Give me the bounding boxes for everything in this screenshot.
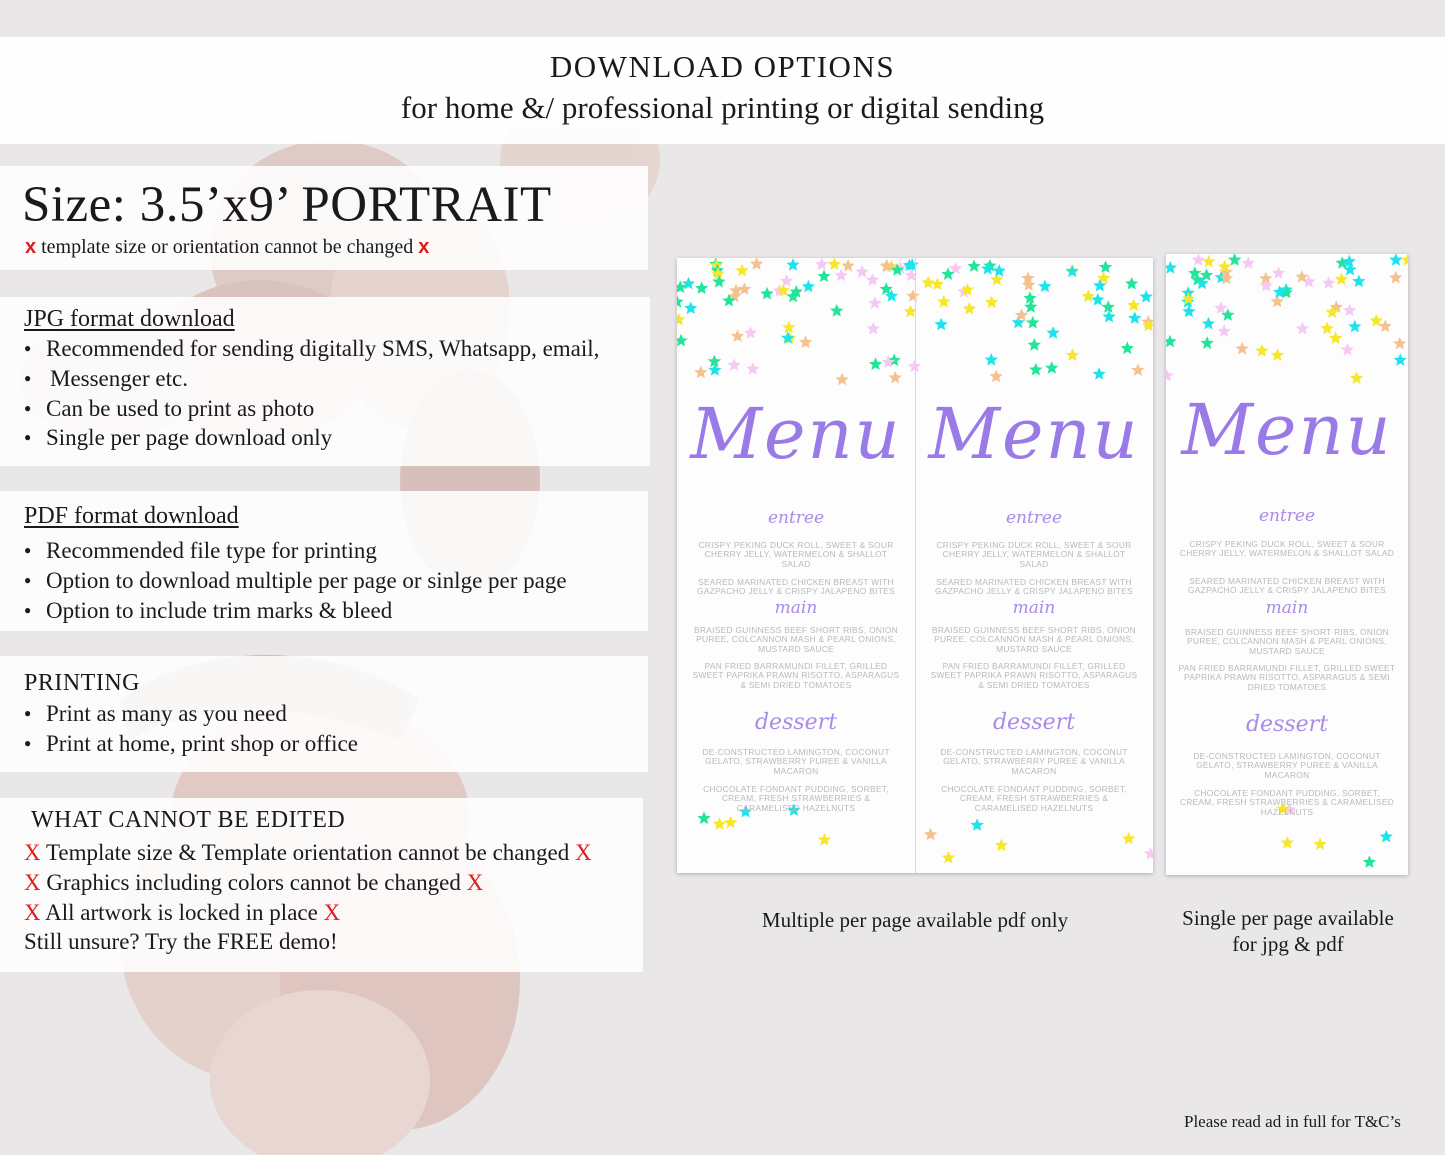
single-per-page-preview <box>1166 254 1408 875</box>
single-caption-line2: for jpg & pdf <box>1232 932 1344 956</box>
dish-dessert-1: DE-CONSTRUCTED LAMINGTON, COCONUT GELATO, STRAWBERRY PUREE & VANILLA MACARON <box>702 747 890 776</box>
size-note <box>25 236 429 259</box>
footer-note: Please read ad in full for T&C’s <box>1184 1112 1401 1131</box>
list-item: ● Print as many as you need <box>24 699 358 729</box>
menu-heading: Menu <box>928 393 1140 475</box>
dish-main-1: BRAISED GUINNESS BEEF SHORT RIBS, ONION PUREE, COLCANNON MASH & PEARL ONIONS, MUSTARD SAUCE <box>1184 627 1390 656</box>
menu-card-single <box>1166 254 1408 875</box>
dish-main-1: BRAISED GUINNESS BEEF SHORT RIBS, ONION PUREE, COLCANNON MASH & PEARL ONIONS, MUSTARD SAUCE <box>693 625 899 654</box>
dish-dessert-2: CHOCOLATE FONDANT PUDDING, SORBET, CREAM, FRESH STRAWBERRIES & CARAMELISED HAZELNUTS <box>1179 788 1395 817</box>
x-mark-icon: x <box>25 236 37 258</box>
list-item: ● Print at home, print shop or office <box>24 729 358 759</box>
x-mark-icon: X <box>323 899 341 925</box>
course-dessert-label: dessert <box>992 710 1076 735</box>
dish-entree-1: CRISPY PEKING DUCK ROLL, SWEET & SOUR CHERRY JELLY, WATERMELON & SHALLOT SALAD <box>698 540 894 569</box>
list-item <box>24 868 592 898</box>
dish-dessert-1: DE-CONSTRUCTED LAMINGTON, COCONUT GELATO, STRAWBERRY PUREE & VANILLA MACARON <box>940 747 1128 776</box>
course-main-label: main <box>1265 598 1309 618</box>
menu-heading: Menu <box>1181 389 1393 471</box>
dish-entree-1: CRISPY PEKING DUCK ROLL, SWEET & SOUR CHERRY JELLY, WATERMELON & SHALLOT SALAD <box>936 540 1132 569</box>
list-item-continuation-text: Messenger etc. <box>50 365 188 391</box>
printing-title: PRINTING <box>24 670 140 696</box>
course-dessert-label: dessert <box>1245 712 1329 737</box>
menu-card-left <box>677 258 915 873</box>
printing-panel <box>0 656 648 772</box>
jpg-title: JPG format download <box>24 306 235 332</box>
page-title: DOWNLOAD OPTIONS <box>549 49 896 84</box>
multiple-per-page-preview <box>677 258 1153 873</box>
course-dessert-label: dessert <box>754 710 838 735</box>
jpg-panel <box>0 297 650 466</box>
dish-entree-2: SEARED MARINATED CHICKEN BREAST WITH GAZPACHO JELLY & CRISPY JALAPENO BITES <box>1188 576 1386 596</box>
menu-heading: Menu <box>690 393 902 475</box>
demo-line: Still unsure? Try the FREE demo! <box>24 929 338 955</box>
cannot-edit-panel <box>0 798 643 972</box>
list-item: ● Recommended file type for printing <box>24 536 567 566</box>
multiple-caption: Multiple per page available pdf only <box>761 908 1069 932</box>
pdf-list <box>24 536 567 625</box>
list-item <box>24 838 592 868</box>
dish-entree-1: CRISPY PEKING DUCK ROLL, SWEET & SOUR CHERRY JELLY, WATERMELON & SHALLOT SALAD <box>1179 539 1395 559</box>
cannot-edit-title: WHAT CANNOT BE EDITED <box>31 807 346 833</box>
dish-main-1: BRAISED GUINNESS BEEF SHORT RIBS, ONION PUREE, COLCANNON MASH & PEARL ONIONS, MUSTARD SAUCE <box>931 625 1137 654</box>
page-subtitle: for home &/ professional printing or digital sending <box>400 90 1045 125</box>
single-caption-line1: Single per page available <box>1182 906 1394 930</box>
dish-dessert-2: CHOCOLATE FONDANT PUDDING, SORBET, CREAM, FRESH STRAWBERRIES & CARAMELISED HAZELNUTS <box>941 784 1127 813</box>
dish-entree-2: SEARED MARINATED CHICKEN BREAST WITH GAZPACHO JELLY & CRISPY JALAPENO BITES <box>697 577 895 597</box>
header-banner <box>0 37 1445 144</box>
x-mark-icon: X <box>24 840 41 865</box>
size-note-text: template size or orientation cannot be changed <box>36 236 419 258</box>
x-mark-icon: X <box>24 899 41 925</box>
dish-entree-2: SEARED MARINATED CHICKEN BREAST WITH GAZPACHO JELLY & CRISPY JALAPENO BITES <box>935 577 1133 597</box>
list-item: ● Single per page download only <box>24 423 599 453</box>
size-panel <box>0 166 648 270</box>
course-main-label: main <box>774 598 818 618</box>
course-main-label: main <box>1012 598 1056 618</box>
printing-list <box>24 699 358 759</box>
course-entree-label: entree <box>1005 508 1063 528</box>
x-mark-icon: X <box>466 869 484 895</box>
list-item-continuation <box>24 364 599 394</box>
list-item-text: All artwork is locked in place <box>40 899 324 925</box>
pdf-panel <box>0 491 648 631</box>
list-item-text: Template size & Template orientation cannot be changed <box>40 840 575 865</box>
cannot-edit-list <box>24 838 592 957</box>
size-title: Size: 3.5’x9’ PORTRAIT <box>22 177 552 233</box>
x-mark-icon: x <box>418 236 430 258</box>
x-mark-icon: X <box>574 840 592 865</box>
course-entree-label: entree <box>767 508 825 528</box>
pdf-title: PDF format download <box>24 503 239 529</box>
list-item: ● Can be used to print as photo <box>24 394 599 424</box>
list-item: ● Option to download multiple per page or sinlge per page <box>24 566 567 596</box>
dish-dessert-1: DE-CONSTRUCTED LAMINGTON, COCONUT GELATO, STRAWBERRY PUREE & VANILLA MACARON <box>1193 751 1381 780</box>
dish-main-2: PAN FRIED BARRAMUNDI FILLET, GRILLED SWEET PAPRIKA PRAWN RISOTTO, ASPARAGUS & SEMI DRIED TOMATOES <box>930 661 1138 690</box>
list-item: ● Option to include trim marks & bleed <box>24 596 567 626</box>
dish-main-2: PAN FRIED BARRAMUNDI FILLET, GRILLED SWEET PAPRIKA PRAWN RISOTTO, ASPARAGUS & SEMI DRIED TOMATOES <box>692 661 900 690</box>
jpg-list <box>24 334 599 453</box>
list-item: ● Recommended for sending digitally SMS, Whatsapp, email, <box>24 334 599 364</box>
list-item-text: Graphics including colors cannot be changed <box>40 869 467 895</box>
dish-main-2: PAN FRIED BARRAMUNDI FILLET, GRILLED SWEET PAPRIKA PRAWN RISOTTO, ASPARAGUS & SEMI DRIED TOMATOES <box>1178 663 1396 692</box>
dish-dessert-2: CHOCOLATE FONDANT PUDDING, SORBET, CREAM, FRESH STRAWBERRIES & CARAMELISED HAZELNUTS <box>703 784 889 813</box>
x-mark-icon: X <box>24 869 41 895</box>
list-item <box>24 898 592 928</box>
course-entree-label: entree <box>1258 506 1316 526</box>
single-caption <box>1160 905 1416 957</box>
menu-card-right <box>915 258 1153 873</box>
